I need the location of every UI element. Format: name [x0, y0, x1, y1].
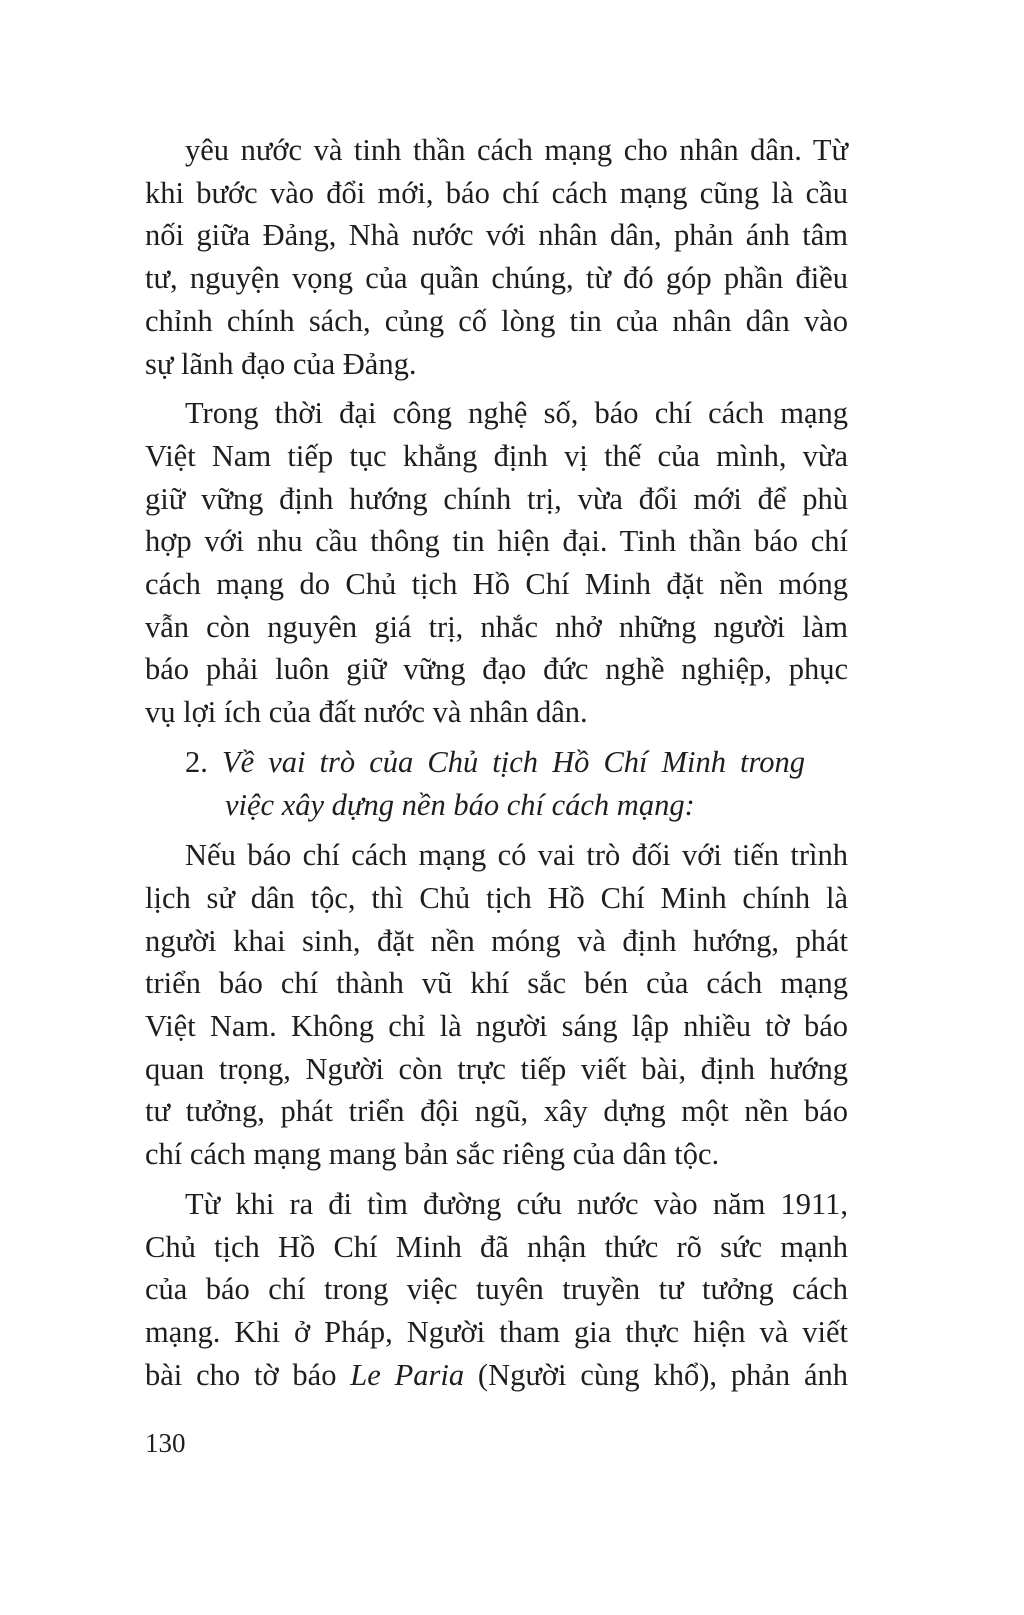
text-line: triển báo chí thành vũ khí sắc bén của cách mạng [145, 966, 848, 1001]
text-line: cách mạng do Chủ tịch Hồ Chí Minh đặt nền móng [145, 567, 848, 601]
text-line: khi bước vào đổi mới, báo chí cách mạng cũng là cầu [145, 175, 848, 210]
text-line: vẫn còn nguyên giá trị, nhắc nhở những người làm [145, 609, 848, 644]
text-line: Việt Nam tiếp tục khẳng định vị thế của mình, vừa [145, 438, 848, 473]
text-line: mạng. Khi ở Pháp, Người tham gia thực hiện và viết [145, 1314, 848, 1349]
heading-text: Về vai trò của Chủ tịch Hồ Chí Minh trong [221, 744, 806, 779]
heading-number: 2. [185, 744, 208, 779]
text-line: báo phải luôn giữ vững đạo đức nghề nghiệp, phục [145, 652, 848, 687]
text-line: Chủ tịch Hồ Chí Minh đã nhận thức rõ sức mạnh [145, 1229, 848, 1264]
text-line: Từ khi ra đi tìm đường cứu nước vào năm 1911, [185, 1186, 848, 1221]
text-line: giữ vững định hướng chính trị, vừa đổi mới để phù [145, 481, 848, 516]
text-line: vụ lợi ích của đất nước và nhân dân. [145, 695, 588, 730]
text-line: Việt Nam. Không chỉ là người sáng lập nhiều tờ báo [145, 1009, 848, 1043]
text-line: tư tưởng, phát triển đội ngũ, xây dựng một nền báo [145, 1094, 848, 1129]
text-line: hợp với nhu cầu thông tin hiện đại. Tinh thần báo chí [145, 524, 848, 559]
text-line: sự lãnh đạo của Đảng. [145, 346, 417, 381]
section-heading-continued: việc xây dựng nền báo chí cách mạng: [225, 787, 695, 822]
text-line: của báo chí trong việc tuyên truyền tư tưởng cách [145, 1272, 848, 1307]
text-line: Trong thời đại công nghệ số, báo chí cách mạng [185, 396, 848, 431]
text-line: yêu nước và tinh thần cách mạng cho nhân dân. Từ [185, 133, 848, 167]
text-line: chí cách mạng mang bản sắc riêng của dân tộc. [145, 1137, 720, 1172]
newspaper-title: Le Paria [350, 1357, 465, 1392]
text-line [145, 1354, 848, 1396]
text-line: người khai sinh, đặt nền móng và định hướng, phát [145, 923, 848, 958]
text-line: lịch sử dân tộc, thì Chủ tịch Hồ Chí Minh chính là [145, 880, 848, 915]
text-line: nối giữa Đảng, Nhà nước với nhân dân, phản ánh tâm [145, 218, 848, 253]
text-line: chỉnh chính sách, củng cố lòng tin của nhân dân vào [145, 303, 848, 338]
section-heading [185, 741, 805, 783]
page-number: 130 [145, 1428, 186, 1458]
text-segment: bài cho tờ báo [145, 1357, 351, 1392]
text-line: tư, nguyện vọng của quần chúng, từ đó góp phần điều [145, 261, 848, 296]
text-segment: (Người cùng khổ), phản ánh [464, 1357, 848, 1392]
text-line: Nếu báo chí cách mạng có vai trò đối với tiến trình [185, 838, 848, 873]
text-line: quan trọng, Người còn trực tiếp viết bài, định hướng [145, 1051, 848, 1086]
